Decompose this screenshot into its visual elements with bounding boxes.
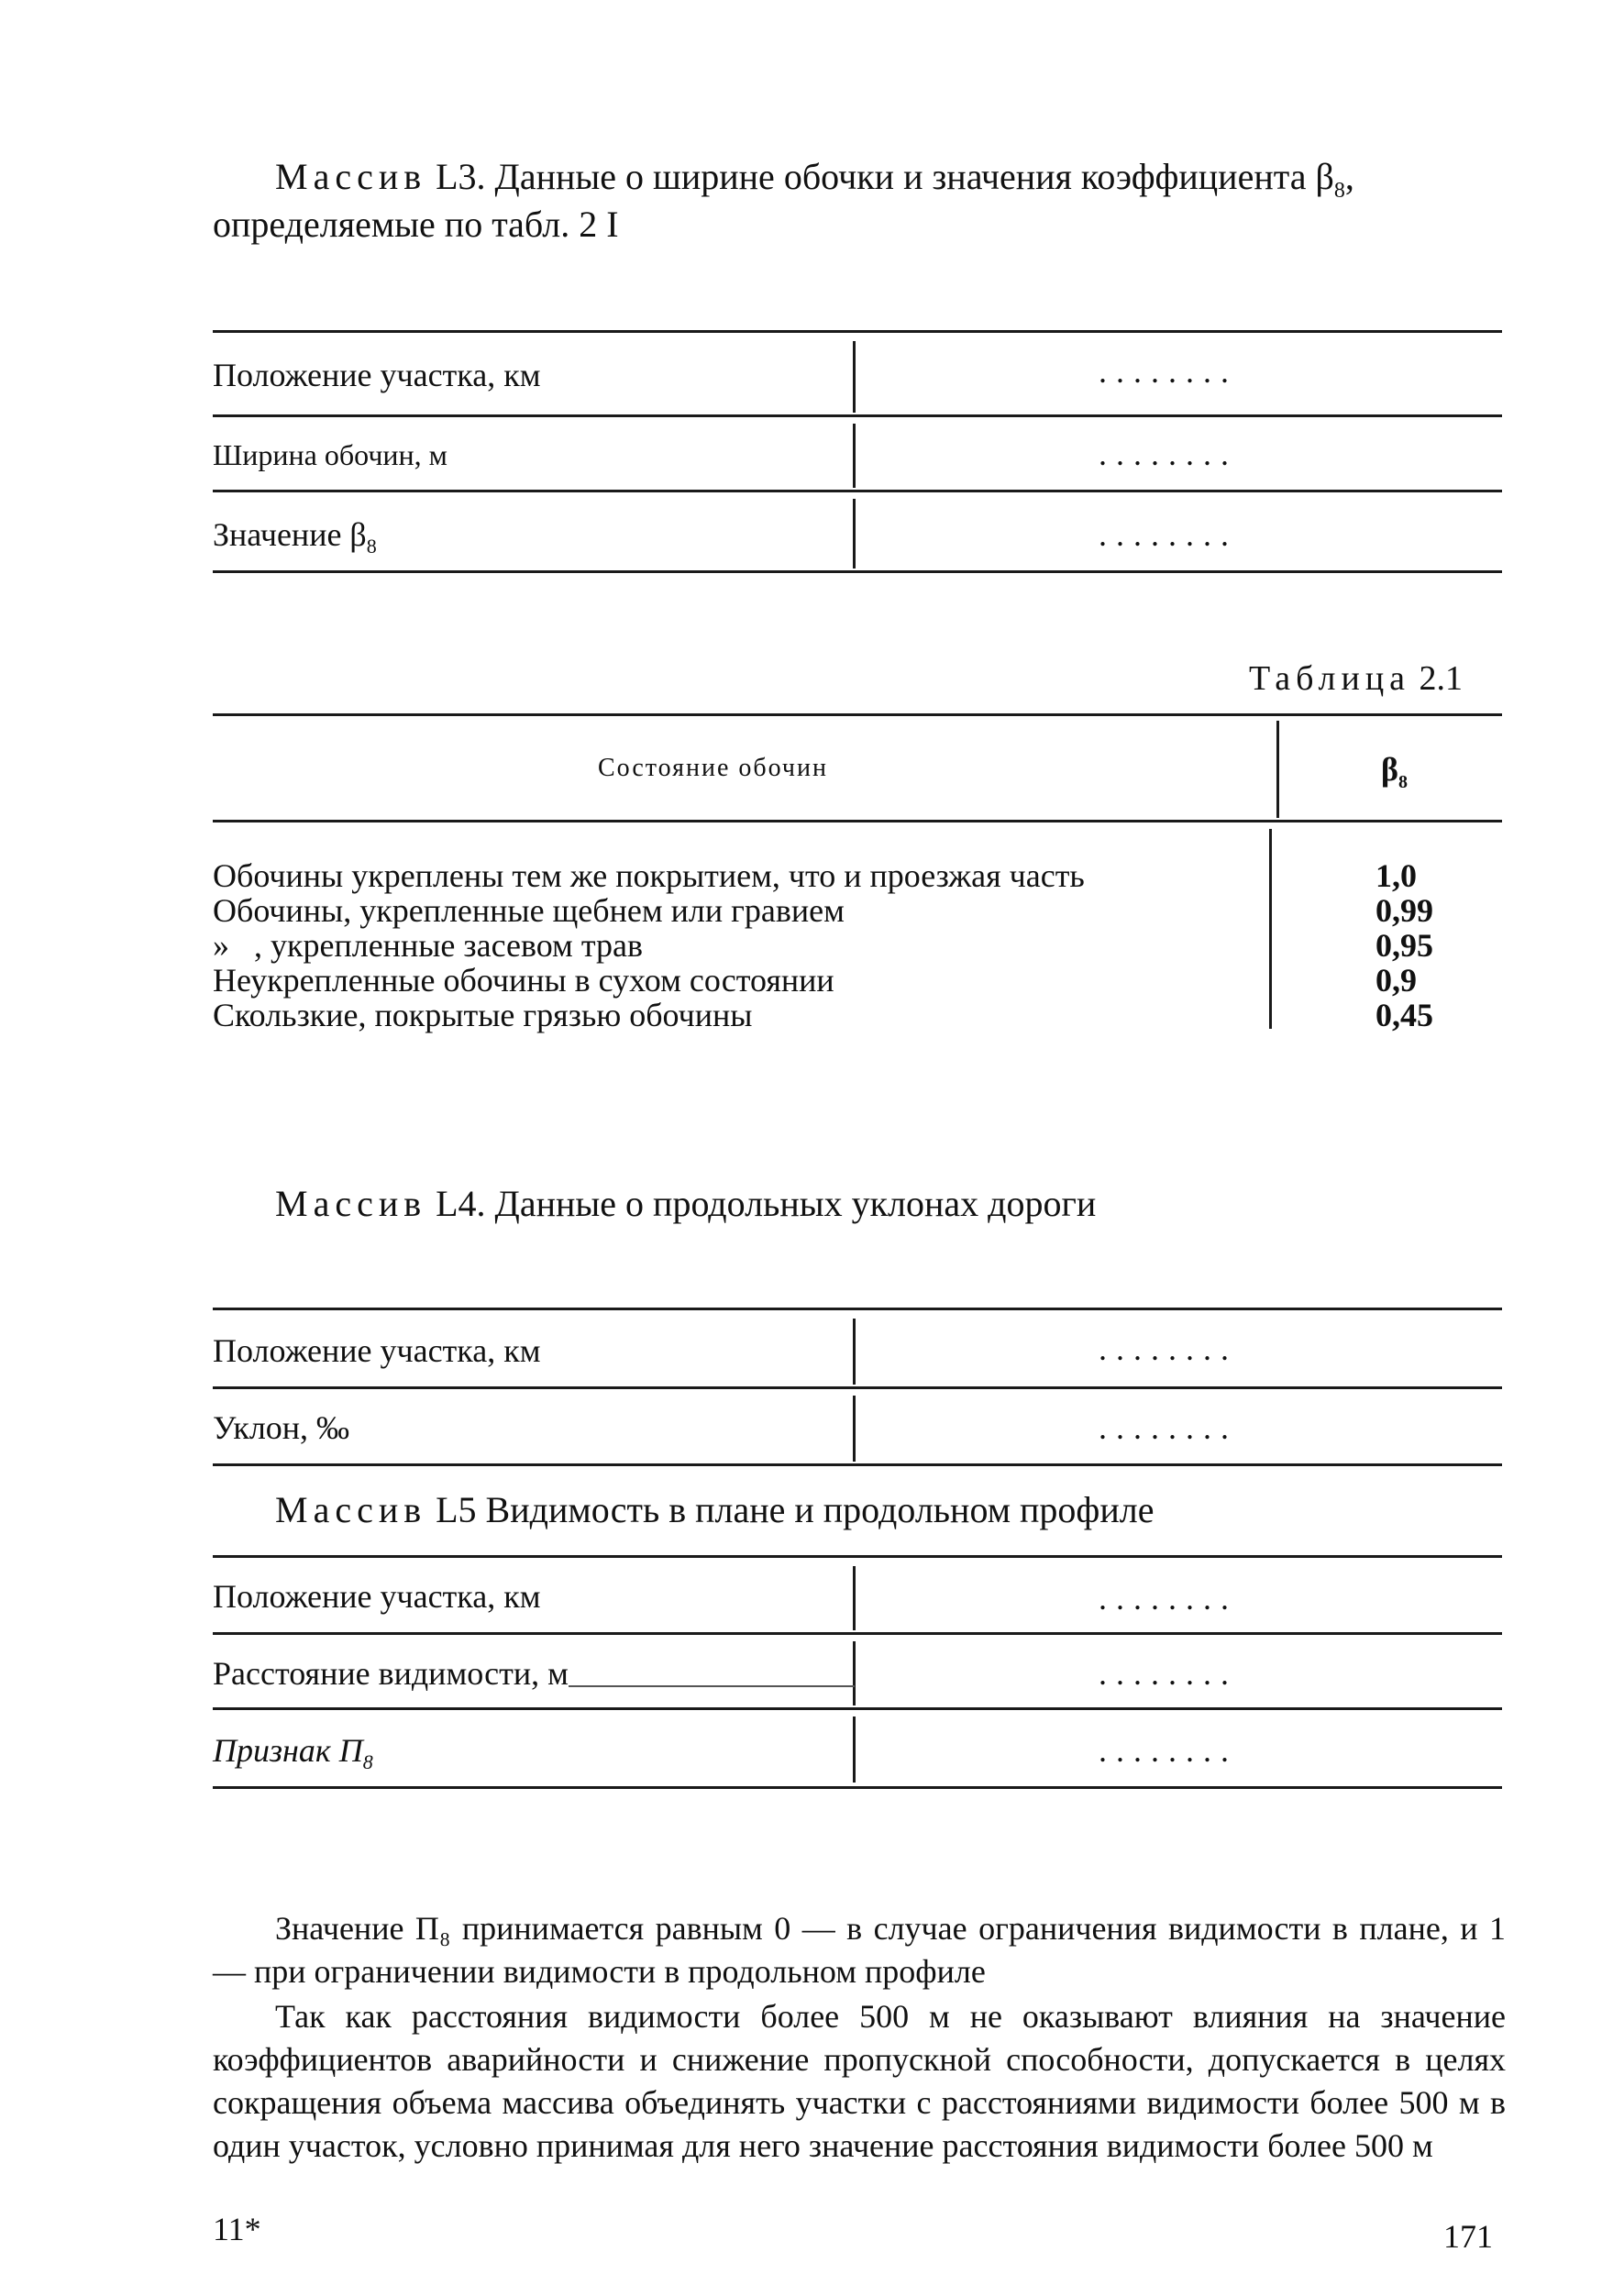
massiv-l3-row-label: [213, 515, 377, 558]
table-21-header-beta-sub: 8: [1398, 772, 1408, 793]
massiv-l3-title-rest: L3. Данные о ширине обочки и значения коэффициента β: [436, 156, 1334, 197]
table-21-caption-word: Таблица: [1249, 659, 1411, 698]
massiv-l3-row-value: ........: [1099, 353, 1238, 390]
column-divider: [853, 1641, 856, 1705]
column-divider: [853, 1716, 856, 1783]
column-divider: [853, 499, 856, 568]
table-rule: [213, 713, 1502, 716]
table-21-header-condition: Состояние обочин: [598, 754, 828, 782]
table-21-row-label: » , укрепленные засевом трав: [213, 927, 643, 964]
table-21-row-value: 0,95: [1375, 927, 1433, 964]
massiv-l5-row-label: Расстояние видимости, м: [213, 1655, 569, 1692]
massiv-l5-row-value: ........: [1099, 1732, 1238, 1769]
table-21-row-value: 0,45: [1375, 997, 1433, 1033]
massiv-l3-row-value: ........: [1099, 516, 1238, 553]
table-rule: [213, 330, 1502, 333]
table-21-row-label: Обочины, укрепленные щебнем или гравием: [213, 892, 845, 929]
massiv-l3-row-value: ........: [1099, 436, 1238, 472]
page-number: 171: [1443, 2218, 1493, 2255]
table-rule: [213, 1555, 1502, 1558]
column-divider: [853, 424, 856, 488]
table-rule: [213, 1386, 1502, 1389]
table-rule: [213, 570, 1502, 573]
table-rule: [213, 1786, 1502, 1789]
table-rule: [213, 1707, 1502, 1710]
massiv-l5-row-label: Положение участка, км: [213, 1578, 541, 1615]
table-21-header-beta: [1381, 750, 1408, 793]
table-21-row-label: Скользкие, покрытые грязью обочины: [213, 997, 753, 1033]
signature-mark: 11*: [213, 2211, 261, 2247]
column-divider: [1276, 721, 1279, 818]
massiv-l4-row-label: Уклон, ‰: [213, 1409, 350, 1446]
massiv-l5-row-label-sub: 8: [362, 1750, 373, 1774]
table-rule: [213, 414, 1502, 417]
massiv-l3-title-tail: ,: [1344, 156, 1354, 197]
massiv-l3-row-label-sub: 8: [366, 535, 377, 558]
massiv-l4-row-value: ........: [1099, 1409, 1238, 1446]
column-divider: [853, 341, 856, 413]
massiv-l4-title: [275, 1179, 1096, 1229]
massiv-l4-title-rest: L4. Данные о продольных уклонах дороги: [436, 1183, 1097, 1224]
table-rule: [213, 1632, 1502, 1635]
column-divider: [1269, 829, 1272, 1029]
table-rule: [213, 490, 1502, 492]
column-divider: [853, 1319, 856, 1385]
body-paragraph: Значение П₈ принимается равным 0 — в случае ограничения видимости в плане, и 1 — при ограничении видимости в продольном профиле: [213, 1910, 1506, 1990]
massiv-l3-row-label: Положение участка, км: [213, 357, 541, 393]
massiv-l3-title-line2: определяемые по табл. 2 I: [213, 204, 619, 245]
body-paragraph: Так как расстояния видимости более 500 м не оказывают влияния на значение коэффициентов аварийности и снижение пропускной способности, допускается в целях сокращения объема массива объединять участки с расстояниями видимости более 500 м в один участок, условно принимая для него значение расстояния видимости более 500 м: [213, 1998, 1506, 2164]
massiv-l4-row-value: ........: [1099, 1330, 1238, 1367]
massiv-l5-row-value: ........: [1099, 1655, 1238, 1692]
table-21-row-label: Обочины укреплены тем же покрытием, что и проезжая часть: [213, 857, 1085, 894]
table-rule: [213, 1463, 1502, 1466]
massiv-l5-title: [275, 1485, 1154, 1535]
massiv-l3-word: Массив: [275, 156, 427, 197]
massiv-l5-title-rest: L5 Видимость в плане и продольном профиле: [436, 1489, 1154, 1530]
table-21-row-label: Неукрепленные обочины в сухом состоянии: [213, 962, 834, 999]
column-divider: [853, 1396, 856, 1462]
column-divider: [853, 1566, 856, 1630]
massiv-l5-row-label-text: Признак П: [213, 1732, 363, 1769]
massiv-l3-title-sub: 8: [1333, 179, 1345, 203]
massiv-l5-row-label: [213, 1731, 373, 1774]
table-rule: [213, 1308, 1502, 1310]
table-21-caption: [1249, 658, 1463, 699]
underline-mark: [569, 1685, 855, 1687]
table-21-row-value: 1,0: [1375, 857, 1417, 894]
massiv-l4-word: Массив: [275, 1183, 427, 1224]
massiv-l3-row-label: Ширина обочин, м: [213, 438, 447, 471]
table-21-row-value: 0,99: [1375, 892, 1433, 929]
massiv-l5-row-value: ........: [1099, 1580, 1238, 1617]
table-21-row-value: 0,9: [1375, 962, 1417, 999]
massiv-l4-row-label: Положение участка, км: [213, 1332, 541, 1369]
table-21-caption-num: 2.1: [1419, 659, 1464, 698]
massiv-l5-word: Массив: [275, 1489, 427, 1530]
massiv-l3-row-label-text: Значение β: [213, 516, 367, 553]
table-rule: [213, 820, 1502, 822]
table-21-header-beta-symbol: β: [1381, 751, 1398, 788]
